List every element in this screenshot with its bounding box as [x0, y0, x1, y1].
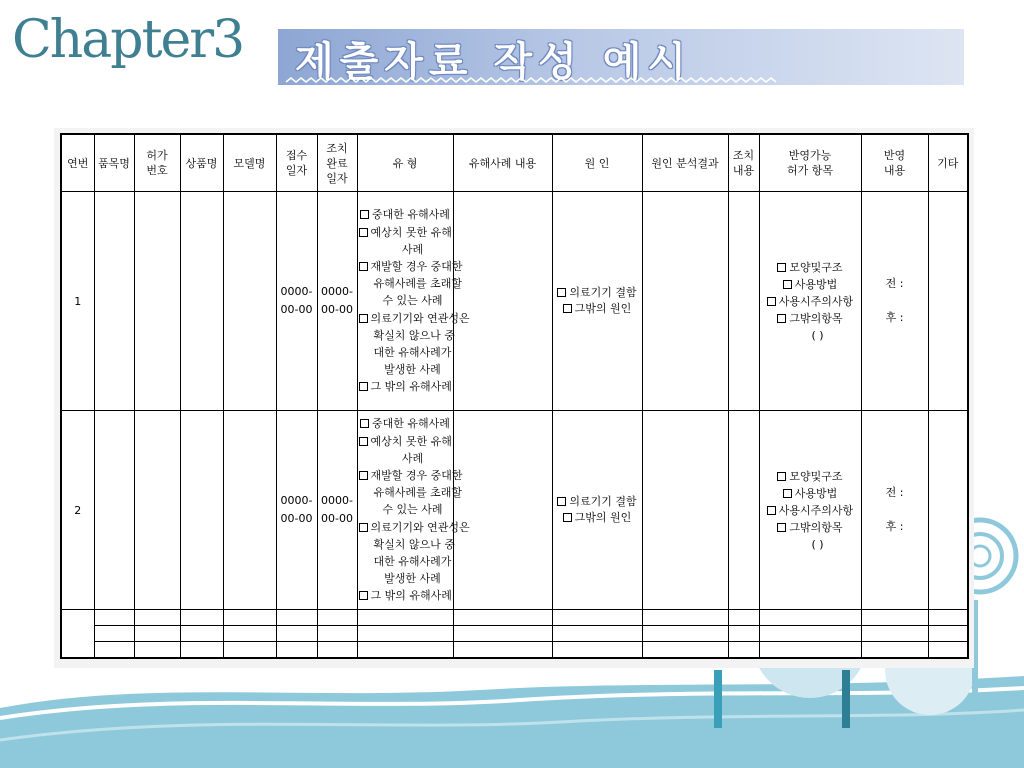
empty-cell	[276, 610, 317, 626]
type-option: 그 밖의 유해사례	[370, 589, 452, 603]
empty-cell	[861, 610, 928, 626]
empty-cell	[317, 610, 357, 626]
empty-cell	[94, 192, 134, 411]
title-zigzag-underline	[286, 78, 776, 86]
type-checklist	[357, 411, 470, 610]
reflect-content	[861, 411, 928, 610]
completion-date: 0000- 00-00	[317, 192, 357, 411]
empty-cell	[552, 626, 642, 642]
chapter-heading: Chapter3	[12, 10, 244, 70]
type-option: 중대한 유해사례	[372, 208, 450, 222]
empty-cell	[223, 411, 276, 610]
empty-cell	[134, 626, 180, 642]
type-option-cont: 확실치 않으나 중	[373, 328, 455, 342]
reflect-other-blank: ( )	[811, 537, 824, 551]
empty-cell	[453, 610, 552, 626]
cause-option: 그밖의 원인	[574, 511, 632, 524]
column-header: 모델명	[223, 134, 276, 192]
empty-cell	[223, 642, 276, 659]
reflect-items-checklist	[759, 192, 861, 411]
after-label: 후 :	[885, 311, 904, 324]
checkbox[interactable]	[359, 523, 368, 532]
checkbox[interactable]	[783, 489, 792, 498]
empty-cell	[317, 626, 357, 642]
empty-cell	[861, 626, 928, 642]
empty-cell	[223, 192, 276, 411]
column-header: 접수 일자	[276, 134, 317, 192]
type-option-cont: 유해사례를 초래할	[373, 486, 463, 500]
type-option-cont: 사례	[401, 242, 424, 256]
reflect-option: 그밖의항목	[789, 311, 843, 325]
column-header: 원 인	[552, 134, 642, 192]
table-row-empty	[61, 626, 968, 642]
table-row-empty	[61, 642, 968, 659]
type-option-cont: 수 있는 사례	[382, 294, 443, 308]
type-option-cont: 수 있는 사례	[382, 503, 443, 517]
reflect-option: 사용방법	[794, 486, 838, 500]
column-header: 유 형	[357, 134, 453, 192]
empty-cell	[759, 626, 861, 642]
cause-checklist	[552, 192, 642, 411]
empty-cell	[134, 610, 180, 626]
type-option: 의료기기와 연관성은	[370, 311, 470, 325]
before-label: 전 :	[885, 486, 904, 499]
row-number: 1	[61, 192, 94, 411]
reflect-items-checklist	[759, 411, 861, 610]
table-row-empty	[61, 610, 968, 626]
checkbox[interactable]	[783, 280, 792, 289]
empty-cell	[642, 610, 728, 626]
checkbox[interactable]	[359, 262, 368, 271]
empty-cell	[928, 411, 968, 610]
empty-cell	[276, 626, 317, 642]
column-header: 연번	[61, 134, 94, 192]
empty-cell	[453, 642, 552, 659]
cause-option: 그밖의 원인	[574, 302, 632, 315]
empty-cell	[642, 642, 728, 659]
before-label: 전 :	[885, 277, 904, 290]
submission-form-table	[60, 133, 969, 659]
type-option: 중대한 유해사례	[372, 417, 450, 431]
empty-cell	[861, 642, 928, 659]
empty-cell	[180, 642, 223, 659]
table-row	[61, 192, 968, 411]
checkbox[interactable]	[777, 263, 786, 272]
checkbox[interactable]	[767, 297, 776, 306]
empty-cell	[94, 411, 134, 610]
column-header: 조치 완료 일자	[317, 134, 357, 192]
checkbox[interactable]	[557, 497, 566, 506]
type-option-cont: 유해사례를 초래할	[373, 277, 463, 291]
completion-date: 0000- 00-00	[317, 411, 357, 610]
empty-cell	[94, 626, 134, 642]
empty-cell	[357, 642, 453, 659]
checkbox[interactable]	[767, 506, 776, 515]
empty-cell	[642, 192, 728, 411]
reflect-option: 사용시주의사항	[778, 503, 854, 517]
column-header: 조치 내용	[728, 134, 759, 192]
empty-cell	[759, 642, 861, 659]
checkbox[interactable]	[359, 437, 368, 446]
page-title: 제출자료 작성 예시	[295, 39, 692, 85]
type-option-cont: 사례	[401, 451, 424, 465]
type-checklist	[357, 192, 470, 411]
column-header: 반영 내용	[861, 134, 928, 192]
empty-cell	[223, 610, 276, 626]
empty-cell	[728, 626, 759, 642]
column-header: 원인 분석결과	[642, 134, 728, 192]
type-option-cont: 확실치 않으나 중	[373, 537, 455, 551]
type-option-cont: 발생한 사례	[384, 363, 441, 377]
column-header: 기타	[928, 134, 968, 192]
cause-option: 의료기기 결함	[569, 286, 637, 299]
reflect-other-blank: ( )	[811, 328, 824, 342]
empty-cell	[728, 610, 759, 626]
receipt-date: 0000- 00-00	[276, 411, 317, 610]
empty-cell	[357, 626, 453, 642]
header-row	[61, 134, 968, 192]
cause-option: 의료기기 결함	[569, 495, 637, 508]
column-header: 허가 번호	[134, 134, 180, 192]
empty-cell	[134, 642, 180, 659]
empty-cell	[928, 610, 968, 626]
empty-cell	[642, 411, 728, 610]
type-option-cont: 대한 유해사례가	[373, 346, 452, 359]
empty-cell	[759, 610, 861, 626]
type-option: 의료기기와 연관성은	[370, 520, 470, 534]
checkbox[interactable]	[777, 523, 786, 532]
empty-cell	[928, 192, 968, 411]
receipt-date: 0000- 00-00	[276, 192, 317, 411]
empty-cell	[180, 192, 223, 411]
reflect-option: 사용방법	[794, 277, 838, 291]
empty-cell	[317, 642, 357, 659]
checkbox[interactable]	[360, 210, 369, 219]
empty-cell	[642, 626, 728, 642]
checkbox[interactable]	[777, 314, 786, 323]
empty-cell	[552, 642, 642, 659]
empty-cell	[180, 610, 223, 626]
reflect-option: 모양및구조	[789, 260, 843, 274]
empty-cell	[928, 642, 968, 659]
column-header: 반영가능 허가 항목	[759, 134, 861, 192]
checkbox[interactable]	[359, 382, 368, 391]
reflect-option: 모양및구조	[789, 469, 843, 483]
empty-cell	[134, 411, 180, 610]
checkbox[interactable]	[360, 419, 369, 428]
type-option-cont: 발생한 사례	[384, 572, 441, 586]
column-header: 품목명	[94, 134, 134, 192]
empty-cell	[728, 411, 759, 610]
empty-cell	[552, 610, 642, 626]
type-option: 예상치 못한 유해	[370, 434, 452, 448]
empty-cell	[134, 192, 180, 411]
checkbox[interactable]	[557, 288, 566, 297]
empty-cell	[94, 610, 134, 626]
reflect-content	[861, 192, 928, 411]
row-number: 2	[61, 411, 94, 610]
empty-cell	[928, 626, 968, 642]
type-option: 그 밖의 유해사례	[370, 380, 452, 394]
empty-cell	[357, 610, 453, 626]
empty-cell	[453, 192, 552, 411]
type-option-cont: 대한 유해사례가	[373, 555, 452, 568]
checkbox[interactable]	[359, 591, 368, 600]
empty-cell	[180, 626, 223, 642]
empty-cell	[223, 626, 276, 642]
checkbox[interactable]	[359, 228, 368, 237]
reflect-option: 사용시주의사항	[778, 294, 854, 308]
checkbox[interactable]	[359, 471, 368, 480]
checkbox[interactable]	[359, 314, 368, 323]
reflect-option: 그밖의항목	[789, 520, 843, 534]
empty-cell	[180, 411, 223, 610]
column-header: 유해사례 내용	[453, 134, 552, 192]
checkbox[interactable]	[777, 472, 786, 481]
table-row	[61, 411, 968, 610]
checkbox[interactable]	[563, 304, 572, 313]
type-option: 재발할 경우 중대한	[370, 468, 463, 482]
empty-cell	[94, 642, 134, 659]
empty-cell	[728, 192, 759, 411]
empty-cell	[61, 610, 94, 659]
empty-cell	[453, 626, 552, 642]
type-option: 예상치 못한 유해	[370, 225, 452, 239]
cause-checklist	[552, 411, 642, 610]
column-header: 상품명	[180, 134, 223, 192]
type-option: 재발할 경우 중대한	[370, 259, 463, 273]
after-label: 후 :	[885, 520, 904, 533]
empty-cell	[453, 411, 552, 610]
empty-cell	[276, 642, 317, 659]
empty-cell	[728, 642, 759, 659]
checkbox[interactable]	[563, 513, 572, 522]
